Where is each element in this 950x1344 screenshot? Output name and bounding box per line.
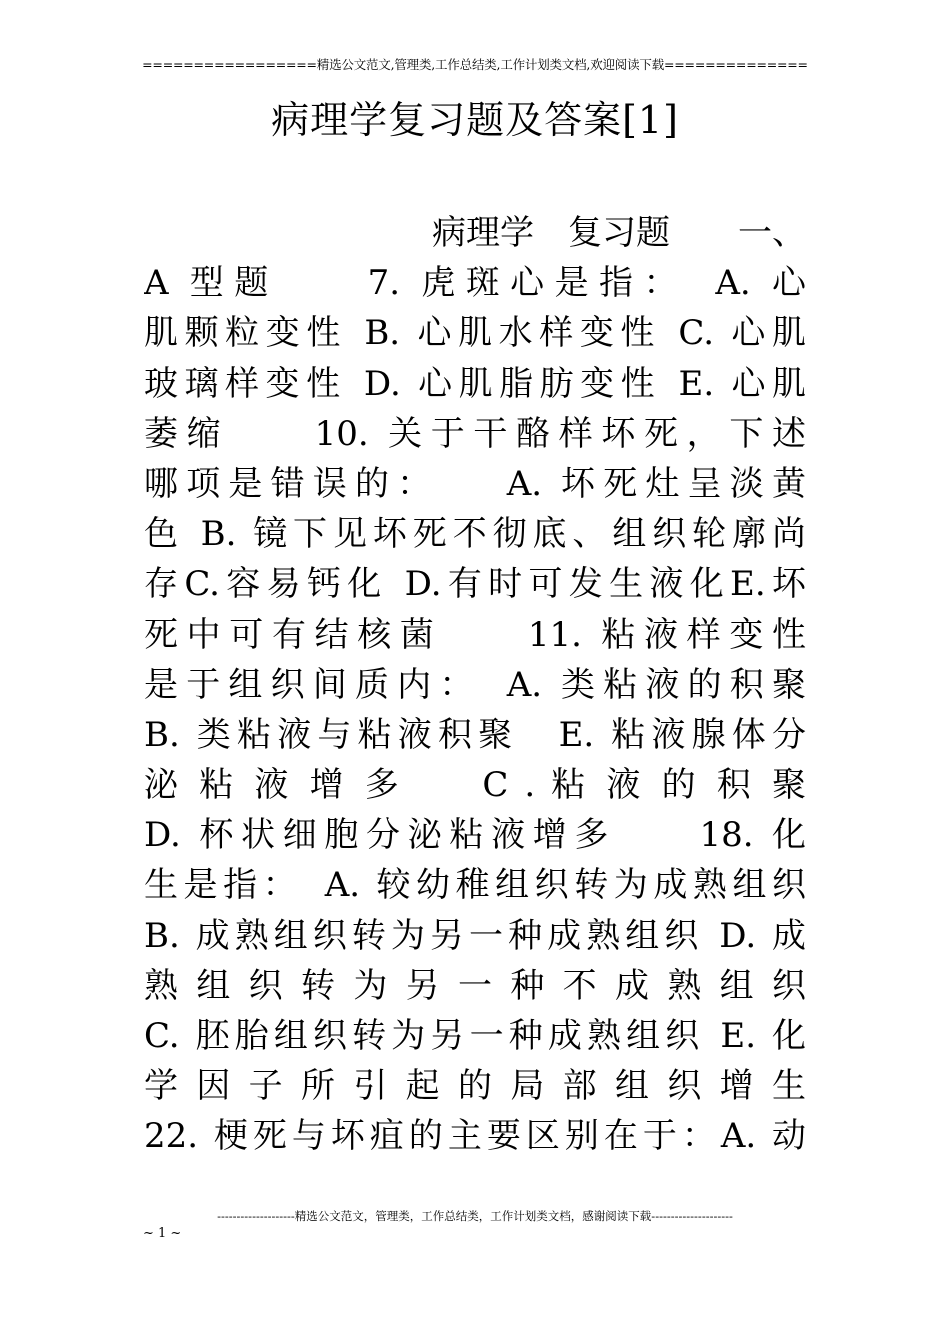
body-line: B. 类粘液与粘液积聚 E. 粘液腺体分 (144, 714, 806, 755)
footer-banner: --------------------精选公文范文，管理类，工作总结类，工作计划类文档，感谢阅读下载--------------------- (217, 1209, 733, 1223)
body-line: 存C.容易钙化 D.有时可发生液化E.坏 (144, 564, 806, 605)
body-line: 熟 组 织 转 为 另 一 种 不 成 熟 组 织 (144, 965, 806, 1006)
body-line: C. 胚胎组织转为另一种成熟组织 E. 化 (144, 1016, 806, 1056)
document-body (144, 208, 806, 1162)
body-line: 泌 粘 液 增 多 C . 粘 液 的 积 聚 (144, 765, 806, 806)
document-title: 病理学复习题及答案[1] (271, 98, 679, 142)
body-line: B. 成熟组织转为另一种成熟组织 D. 成 (144, 915, 806, 956)
body-line: D. 杯状细胞分泌粘液增多 18. 化 (144, 815, 806, 856)
body-line: 肌颗粒变性 B. 心肌水样变性 C. 心肌 (144, 313, 806, 354)
body-line: 萎缩 10. 关于干酪样坏死，下述 (144, 413, 806, 454)
body-line: 22. 梗死与坏疽的主要区别在于：A. 动 (144, 1116, 806, 1157)
body-line: 哪项是错误的： A. 坏死灶呈淡黄 (144, 463, 806, 504)
body-line: 色 B. 镜下见坏死不彻底、组织轮廓尚 (144, 514, 806, 555)
body-line: 生是指： A. 较幼稚组织转为成熟组织 (144, 865, 806, 906)
body-line: 是于组织间质内： A. 类粘液的积聚 (144, 664, 806, 705)
body-line: 死中可有结核菌 11. 粘液样变性 (144, 614, 806, 655)
body-line: A 型题 7. 虎斑心是指： A. 心 (144, 263, 806, 304)
body-line: 病理学 复习题 一、 (432, 213, 806, 253)
page-number: ~ 1 ~ (143, 1226, 182, 1241)
body-line: 学 因 子 所 引 起 的 局 部 组 织 增 生 (144, 1066, 806, 1107)
body-line: 玻璃样变性 D. 心肌脂肪变性 E. 心肌 (144, 363, 806, 404)
header-banner: =================精选公文范文,管理类,工作总结类,工作计划类文档,欢迎阅读下载============== (142, 57, 808, 72)
